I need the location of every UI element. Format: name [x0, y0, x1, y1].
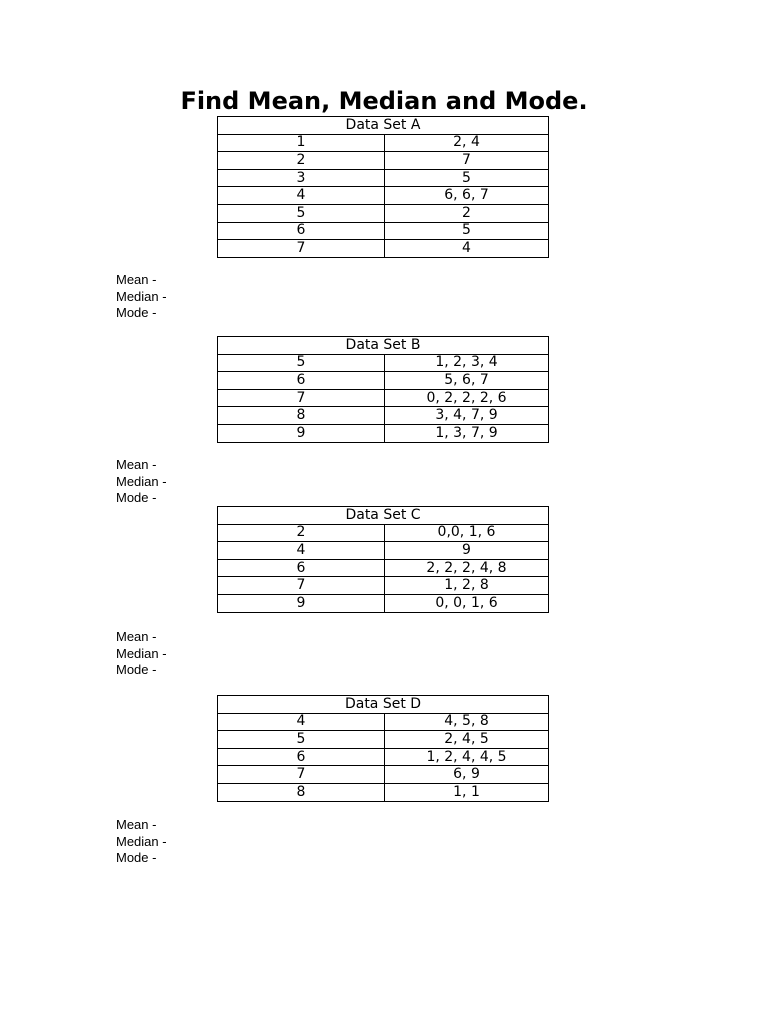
mean-label: Mean - — [116, 629, 157, 644]
leaf-cell: 1, 2, 3, 4 — [385, 354, 549, 372]
leaf-cell: 6, 9 — [385, 766, 549, 784]
stem-cell: 6 — [218, 748, 385, 766]
leaf-cell: 4, 5, 8 — [385, 713, 549, 731]
stats-block-a — [116, 272, 167, 322]
table-row — [218, 204, 549, 222]
leaf-cell: 1, 1 — [385, 783, 549, 801]
stem-cell: 6 — [218, 222, 385, 240]
stem-cell: 8 — [218, 407, 385, 425]
table-row — [218, 222, 549, 240]
leaf-cell: 1, 3, 7, 9 — [385, 424, 549, 442]
leaf-cell: 5 — [385, 169, 549, 187]
stem-cell: 2 — [218, 524, 385, 542]
page-title: Find Mean, Median and Mode. — [180, 87, 588, 115]
stem-cell: 6 — [218, 372, 385, 390]
table-row — [218, 152, 549, 170]
leaf-cell: 0, 2, 2, 2, 6 — [385, 389, 549, 407]
leaf-cell: 3, 4, 7, 9 — [385, 407, 549, 425]
table-row — [218, 783, 549, 801]
stem-cell: 9 — [218, 424, 385, 442]
leaf-cell: 1, 2, 8 — [385, 577, 549, 595]
stats-block-b — [116, 457, 167, 507]
table-header: Data Set C — [218, 507, 549, 525]
table-row — [218, 424, 549, 442]
stem-cell: 6 — [218, 559, 385, 577]
mean-label: Mean - — [116, 817, 157, 832]
leaf-cell: 2 — [385, 204, 549, 222]
leaf-cell: 9 — [385, 542, 549, 560]
stem-cell: 7 — [218, 766, 385, 784]
table-row — [218, 240, 549, 258]
median-label: Median - — [116, 473, 167, 489]
table-row — [218, 134, 549, 152]
table-row — [218, 577, 549, 595]
table-row — [218, 389, 549, 407]
table-header: Data Set B — [218, 337, 549, 355]
leaf-cell: 2, 4, 5 — [385, 731, 549, 749]
table-row — [218, 559, 549, 577]
stem-cell: 5 — [218, 731, 385, 749]
leaf-cell: 7 — [385, 152, 549, 170]
table-row — [218, 407, 549, 425]
leaf-cell: 0,0, 1, 6 — [385, 524, 549, 542]
leaf-cell: 5 — [385, 222, 549, 240]
table-header: Data Set A — [218, 117, 549, 135]
stem-cell: 3 — [218, 169, 385, 187]
table-row — [218, 748, 549, 766]
data-set-b-table — [217, 336, 549, 443]
data-set-a-table — [217, 116, 549, 258]
mode-label: Mode - — [116, 662, 157, 677]
mode-label: Mode - — [116, 305, 157, 320]
stem-cell: 5 — [218, 354, 385, 372]
median-label: Median - — [116, 645, 167, 661]
stem-cell: 7 — [218, 577, 385, 595]
stem-cell: 8 — [218, 783, 385, 801]
stem-cell: 7 — [218, 240, 385, 258]
stem-cell: 4 — [218, 542, 385, 560]
stem-cell: 4 — [218, 187, 385, 205]
stem-cell: 5 — [218, 204, 385, 222]
stats-block-d — [116, 817, 167, 867]
mean-label: Mean - — [116, 272, 157, 287]
leaf-cell: 1, 2, 4, 4, 5 — [385, 748, 549, 766]
table-row — [218, 372, 549, 390]
mean-label: Mean - — [116, 457, 157, 472]
table-row — [218, 354, 549, 372]
stats-block-c — [116, 629, 167, 679]
table-row — [218, 594, 549, 612]
table-row — [218, 766, 549, 784]
leaf-cell: 0, 0, 1, 6 — [385, 594, 549, 612]
data-set-c-table — [217, 506, 549, 613]
stem-cell: 1 — [218, 134, 385, 152]
median-label: Median - — [116, 288, 167, 304]
mode-label: Mode - — [116, 490, 157, 505]
data-set-d-table — [217, 695, 549, 802]
leaf-cell: 2, 4 — [385, 134, 549, 152]
median-label: Median - — [116, 833, 167, 849]
table-header: Data Set D — [218, 696, 549, 714]
mode-label: Mode - — [116, 850, 157, 865]
leaf-cell: 2, 2, 2, 4, 8 — [385, 559, 549, 577]
leaf-cell: 6, 6, 7 — [385, 187, 549, 205]
table-row — [218, 169, 549, 187]
table-row — [218, 731, 549, 749]
table-row — [218, 713, 549, 731]
stem-cell: 2 — [218, 152, 385, 170]
leaf-cell: 4 — [385, 240, 549, 258]
table-row — [218, 524, 549, 542]
table-row — [218, 187, 549, 205]
stem-cell: 4 — [218, 713, 385, 731]
stem-cell: 9 — [218, 594, 385, 612]
table-row — [218, 542, 549, 560]
leaf-cell: 5, 6, 7 — [385, 372, 549, 390]
stem-cell: 7 — [218, 389, 385, 407]
